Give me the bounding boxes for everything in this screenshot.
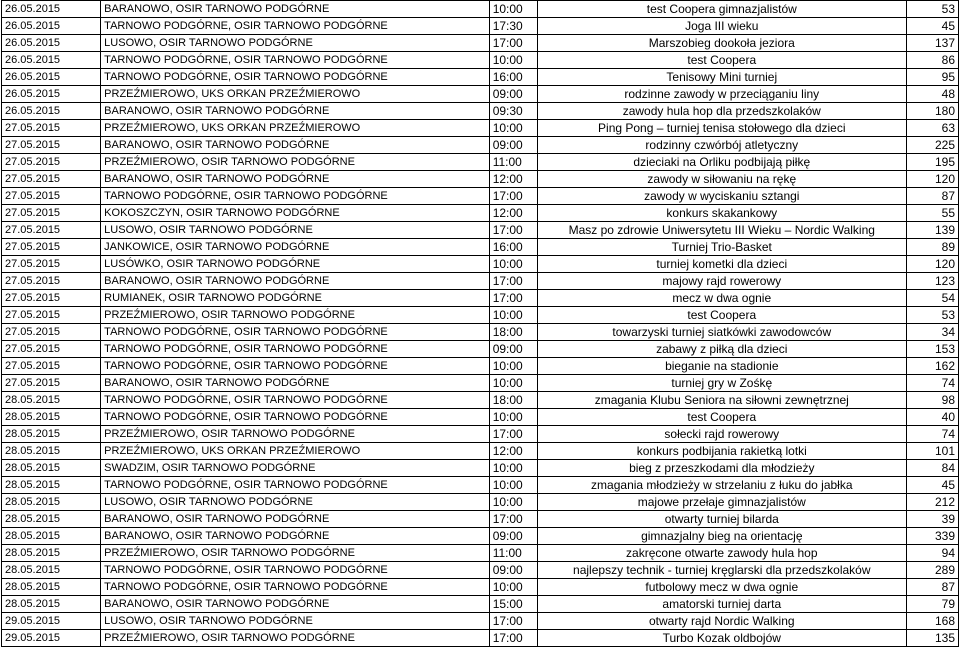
event-date: 26.05.2015 <box>2 35 101 52</box>
table-row <box>2 324 959 341</box>
event-name: Masz po zdrowie Uniwersytetu III Wieku – Nordic Walking <box>537 222 906 239</box>
event-location: BARANOWO, OSIR TARNOWO PODGÓRNE <box>101 273 490 290</box>
event-location: BARANOWO, OSIR TARNOWO PODGÓRNE <box>101 137 490 154</box>
event-name: zawody hula hop dla przedszkolaków <box>537 103 906 120</box>
event-date: 26.05.2015 <box>2 86 101 103</box>
event-date: 26.05.2015 <box>2 18 101 35</box>
participant-count: 101 <box>906 443 958 460</box>
table-row <box>2 120 959 137</box>
event-name: Joga III wieku <box>537 18 906 35</box>
event-time: 11:00 <box>489 545 537 562</box>
table-row <box>2 103 959 120</box>
event-name: amatorski turniej darta <box>537 596 906 613</box>
table-row <box>2 358 959 375</box>
event-date: 28.05.2015 <box>2 511 101 528</box>
participant-count: 123 <box>906 273 958 290</box>
event-name: zakręcone otwarte zawody hula hop <box>537 545 906 562</box>
event-location: LUSÓWKO, OSIR TARNOWO PODGÓRNE <box>101 256 490 273</box>
event-location: PRZEŹMIEROWO, OSIR TARNOWO PODGÓRNE <box>101 154 490 171</box>
participant-count: 195 <box>906 154 958 171</box>
event-name: rodzinny czwórbój atletyczny <box>537 137 906 154</box>
event-date: 28.05.2015 <box>2 443 101 460</box>
event-location: TARNOWO PODGÓRNE, OSIR TARNOWO PODGÓRNE <box>101 341 490 358</box>
table-row <box>2 443 959 460</box>
event-time: 17:00 <box>489 426 537 443</box>
participant-count: 87 <box>906 579 958 596</box>
table-row <box>2 1 959 18</box>
event-date: 27.05.2015 <box>2 188 101 205</box>
event-date: 29.05.2015 <box>2 630 101 647</box>
participant-count: 53 <box>906 307 958 324</box>
table-row <box>2 290 959 307</box>
event-time: 16:00 <box>489 239 537 256</box>
event-time: 10:00 <box>489 375 537 392</box>
event-time: 09:30 <box>489 103 537 120</box>
table-row <box>2 205 959 222</box>
event-name: najlepszy technik - turniej kręglarski dla przedszkolaków <box>537 562 906 579</box>
event-time: 18:00 <box>489 392 537 409</box>
participant-count: 48 <box>906 86 958 103</box>
event-location: BARANOWO, OSIR TARNOWO PODGÓRNE <box>101 103 490 120</box>
event-location: PRZEŹMIEROWO, UKS ORKAN PRZEŹMIEROWO <box>101 443 490 460</box>
participant-count: 153 <box>906 341 958 358</box>
event-location: TARNOWO PODGÓRNE, OSIR TARNOWO PODGÓRNE <box>101 477 490 494</box>
table-row <box>2 188 959 205</box>
event-location: BARANOWO, OSIR TARNOWO PODGÓRNE <box>101 375 490 392</box>
event-name: bieg z przeszkodami dla młodzieży <box>537 460 906 477</box>
event-date: 27.05.2015 <box>2 375 101 392</box>
table-row <box>2 35 959 52</box>
event-name: futbolowy mecz w dwa ognie <box>537 579 906 596</box>
event-time: 12:00 <box>489 205 537 222</box>
event-name: rodzinne zawody w przeciąganiu liny <box>537 86 906 103</box>
table-row <box>2 69 959 86</box>
event-name: sołecki rajd rowerowy <box>537 426 906 443</box>
event-date: 28.05.2015 <box>2 426 101 443</box>
table-row <box>2 307 959 324</box>
event-date: 27.05.2015 <box>2 137 101 154</box>
event-time: 10:00 <box>489 256 537 273</box>
participant-count: 94 <box>906 545 958 562</box>
participant-count: 55 <box>906 205 958 222</box>
event-location: LUSOWO, OSIR TARNOWO PODGÓRNE <box>101 494 490 511</box>
event-name: towarzyski turniej siatkówki zawodowców <box>537 324 906 341</box>
table-row <box>2 511 959 528</box>
table-row <box>2 171 959 188</box>
event-location: TARNOWO PODGÓRNE, OSIR TARNOWO PODGÓRNE <box>101 409 490 426</box>
event-date: 27.05.2015 <box>2 171 101 188</box>
event-date: 28.05.2015 <box>2 579 101 596</box>
event-date: 28.05.2015 <box>2 562 101 579</box>
table-row <box>2 460 959 477</box>
event-name: Tenisowy Mini turniej <box>537 69 906 86</box>
participant-count: 74 <box>906 375 958 392</box>
event-name: bieganie na stadionie <box>537 358 906 375</box>
event-name: konkurs skakankowy <box>537 205 906 222</box>
event-time: 10:00 <box>489 52 537 69</box>
event-time: 10:00 <box>489 307 537 324</box>
event-time: 17:00 <box>489 35 537 52</box>
table-row <box>2 375 959 392</box>
event-location: BARANOWO, OSIR TARNOWO PODGÓRNE <box>101 528 490 545</box>
participant-count: 89 <box>906 239 958 256</box>
event-location: PRZEŹMIEROWO, OSIR TARNOWO PODGÓRNE <box>101 630 490 647</box>
event-location: SWADZIM, OSIR TARNOWO PODGÓRNE <box>101 460 490 477</box>
table-row <box>2 392 959 409</box>
event-time: 10:00 <box>489 460 537 477</box>
participant-count: 84 <box>906 460 958 477</box>
event-time: 12:00 <box>489 443 537 460</box>
participant-count: 87 <box>906 188 958 205</box>
event-name: turniej gry w Zośkę <box>537 375 906 392</box>
event-date: 27.05.2015 <box>2 324 101 341</box>
participant-count: 45 <box>906 477 958 494</box>
event-time: 17:00 <box>489 613 537 630</box>
event-location: BARANOWO, OSIR TARNOWO PODGÓRNE <box>101 596 490 613</box>
table-row <box>2 18 959 35</box>
event-time: 10:00 <box>489 409 537 426</box>
participant-count: 120 <box>906 256 958 273</box>
participant-count: 98 <box>906 392 958 409</box>
participant-count: 289 <box>906 562 958 579</box>
participant-count: 139 <box>906 222 958 239</box>
event-location: TARNOWO PODGÓRNE, OSIR TARNOWO PODGÓRNE <box>101 562 490 579</box>
event-name: zawody w wyciskaniu sztangi <box>537 188 906 205</box>
event-date: 27.05.2015 <box>2 341 101 358</box>
event-name: mecz w dwa ognie <box>537 290 906 307</box>
participant-count: 168 <box>906 613 958 630</box>
event-date: 28.05.2015 <box>2 477 101 494</box>
table-row <box>2 52 959 69</box>
event-date: 26.05.2015 <box>2 69 101 86</box>
event-date: 28.05.2015 <box>2 596 101 613</box>
event-name: otwarty turniej bilarda <box>537 511 906 528</box>
event-location: PRZEŹMIEROWO, OSIR TARNOWO PODGÓRNE <box>101 545 490 562</box>
event-location: PRZEŹMIEROWO, UKS ORKAN PRZEŹMIEROWO <box>101 120 490 137</box>
event-location: LUSOWO, OSIR TARNOWO PODGÓRNE <box>101 35 490 52</box>
event-location: PRZEŹMIEROWO, OSIR TARNOWO PODGÓRNE <box>101 426 490 443</box>
table-row <box>2 137 959 154</box>
events-table <box>1 0 959 647</box>
event-location: TARNOWO PODGÓRNE, OSIR TARNOWO PODGÓRNE <box>101 579 490 596</box>
event-date: 27.05.2015 <box>2 307 101 324</box>
event-location: KOKOSZCZYN, OSIR TARNOWO PODGÓRNE <box>101 205 490 222</box>
event-time: 09:00 <box>489 341 537 358</box>
event-location: TARNOWO PODGÓRNE, OSIR TARNOWO PODGÓRNE <box>101 52 490 69</box>
table-row <box>2 477 959 494</box>
participant-count: 63 <box>906 120 958 137</box>
event-location: TARNOWO PODGÓRNE, OSIR TARNOWO PODGÓRNE <box>101 188 490 205</box>
event-name: majowe przełaje gimnazjalistów <box>537 494 906 511</box>
event-time: 09:00 <box>489 528 537 545</box>
event-date: 28.05.2015 <box>2 528 101 545</box>
event-date: 29.05.2015 <box>2 613 101 630</box>
event-name: turniej kometki dla dzieci <box>537 256 906 273</box>
event-time: 18:00 <box>489 324 537 341</box>
event-name: test Coopera gimnazjalistów <box>537 1 906 18</box>
event-name: Marszobieg dookoła jeziora <box>537 35 906 52</box>
event-date: 28.05.2015 <box>2 392 101 409</box>
event-name: test Coopera <box>537 52 906 69</box>
event-location: LUSOWO, OSIR TARNOWO PODGÓRNE <box>101 222 490 239</box>
table-row <box>2 494 959 511</box>
table-row <box>2 630 959 647</box>
event-time: 16:00 <box>489 69 537 86</box>
event-name: zmagania młodzieży w strzelaniu z łuku do jabłka <box>537 477 906 494</box>
events-table-body <box>2 1 959 647</box>
event-name: Turbo Kozak oldbojów <box>537 630 906 647</box>
participant-count: 137 <box>906 35 958 52</box>
participant-count: 34 <box>906 324 958 341</box>
table-row <box>2 256 959 273</box>
event-location: TARNOWO PODGÓRNE, OSIR TARNOWO PODGÓRNE <box>101 18 490 35</box>
event-date: 27.05.2015 <box>2 154 101 171</box>
event-time: 17:00 <box>489 630 537 647</box>
event-time: 10:00 <box>489 1 537 18</box>
event-location: TARNOWO PODGÓRNE, OSIR TARNOWO PODGÓRNE <box>101 358 490 375</box>
event-date: 26.05.2015 <box>2 1 101 18</box>
event-location: TARNOWO PODGÓRNE, OSIR TARNOWO PODGÓRNE <box>101 392 490 409</box>
event-time: 11:00 <box>489 154 537 171</box>
event-time: 17:00 <box>489 188 537 205</box>
event-time: 17:00 <box>489 290 537 307</box>
table-row <box>2 341 959 358</box>
table-row <box>2 613 959 630</box>
participant-count: 225 <box>906 137 958 154</box>
event-location: RUMIANEK, OSIR TARNOWO PODGÓRNE <box>101 290 490 307</box>
event-date: 28.05.2015 <box>2 409 101 426</box>
table-row <box>2 273 959 290</box>
event-time: 09:00 <box>489 86 537 103</box>
table-row <box>2 596 959 613</box>
participant-count: 79 <box>906 596 958 613</box>
event-name: otwarty rajd Nordic Walking <box>537 613 906 630</box>
event-time: 10:00 <box>489 579 537 596</box>
event-name: zawody w siłowaniu na rękę <box>537 171 906 188</box>
event-name: zmagania Klubu Seniora na siłowni zewnętrznej <box>537 392 906 409</box>
participant-count: 339 <box>906 528 958 545</box>
participant-count: 86 <box>906 52 958 69</box>
event-location: TARNOWO PODGÓRNE, OSIR TARNOWO PODGÓRNE <box>101 69 490 86</box>
event-date: 28.05.2015 <box>2 545 101 562</box>
participant-count: 135 <box>906 630 958 647</box>
event-time: 15:00 <box>489 596 537 613</box>
event-time: 17:00 <box>489 273 537 290</box>
event-name: zabawy z piłką dla dzieci <box>537 341 906 358</box>
participant-count: 54 <box>906 290 958 307</box>
event-location: TARNOWO PODGÓRNE, OSIR TARNOWO PODGÓRNE <box>101 324 490 341</box>
event-name: konkurs podbijania rakietką lotki <box>537 443 906 460</box>
event-time: 10:00 <box>489 358 537 375</box>
participant-count: 39 <box>906 511 958 528</box>
table-row <box>2 86 959 103</box>
event-name: Ping Pong – turniej tenisa stołowego dla dzieci <box>537 120 906 137</box>
table-row <box>2 154 959 171</box>
event-name: test Coopera <box>537 409 906 426</box>
event-time: 10:00 <box>489 477 537 494</box>
event-location: LUSOWO, OSIR TARNOWO PODGÓRNE <box>101 613 490 630</box>
table-row <box>2 222 959 239</box>
event-date: 27.05.2015 <box>2 222 101 239</box>
event-date: 27.05.2015 <box>2 205 101 222</box>
event-time: 09:00 <box>489 562 537 579</box>
event-date: 27.05.2015 <box>2 358 101 375</box>
event-date: 27.05.2015 <box>2 290 101 307</box>
table-row <box>2 528 959 545</box>
event-name: Turniej Trio-Basket <box>537 239 906 256</box>
participant-count: 95 <box>906 69 958 86</box>
event-name: majowy rajd rowerowy <box>537 273 906 290</box>
table-row <box>2 545 959 562</box>
event-time: 17:00 <box>489 222 537 239</box>
event-date: 28.05.2015 <box>2 494 101 511</box>
event-name: dzieciaki na Orliku podbijają piłkę <box>537 154 906 171</box>
event-location: PRZEŹMIEROWO, OSIR TARNOWO PODGÓRNE <box>101 307 490 324</box>
event-location: BARANOWO, OSIR TARNOWO PODGÓRNE <box>101 511 490 528</box>
event-date: 27.05.2015 <box>2 273 101 290</box>
event-location: PRZEŹMIEROWO, UKS ORKAN PRZEŹMIEROWO <box>101 86 490 103</box>
event-location: BARANOWO, OSIR TARNOWO PODGÓRNE <box>101 171 490 188</box>
table-row <box>2 426 959 443</box>
event-location: BARANOWO, OSIR TARNOWO PODGÓRNE <box>101 1 490 18</box>
table-row <box>2 409 959 426</box>
event-date: 27.05.2015 <box>2 120 101 137</box>
event-time: 17:00 <box>489 511 537 528</box>
event-date: 27.05.2015 <box>2 256 101 273</box>
table-row <box>2 562 959 579</box>
event-name: gimnazjalny bieg na orientację <box>537 528 906 545</box>
event-date: 27.05.2015 <box>2 239 101 256</box>
event-time: 10:00 <box>489 494 537 511</box>
event-date: 26.05.2015 <box>2 52 101 69</box>
participant-count: 45 <box>906 18 958 35</box>
participant-count: 162 <box>906 358 958 375</box>
event-date: 26.05.2015 <box>2 103 101 120</box>
participant-count: 120 <box>906 171 958 188</box>
table-row <box>2 239 959 256</box>
participant-count: 40 <box>906 409 958 426</box>
event-time: 12:00 <box>489 171 537 188</box>
participant-count: 53 <box>906 1 958 18</box>
event-time: 17:30 <box>489 18 537 35</box>
table-row <box>2 579 959 596</box>
participant-count: 212 <box>906 494 958 511</box>
event-date: 28.05.2015 <box>2 460 101 477</box>
participant-count: 74 <box>906 426 958 443</box>
event-location: JANKOWICE, OSIR TARNOWO PODGÓRNE <box>101 239 490 256</box>
participant-count: 180 <box>906 103 958 120</box>
event-name: test Coopera <box>537 307 906 324</box>
event-time: 09:00 <box>489 137 537 154</box>
event-time: 10:00 <box>489 120 537 137</box>
